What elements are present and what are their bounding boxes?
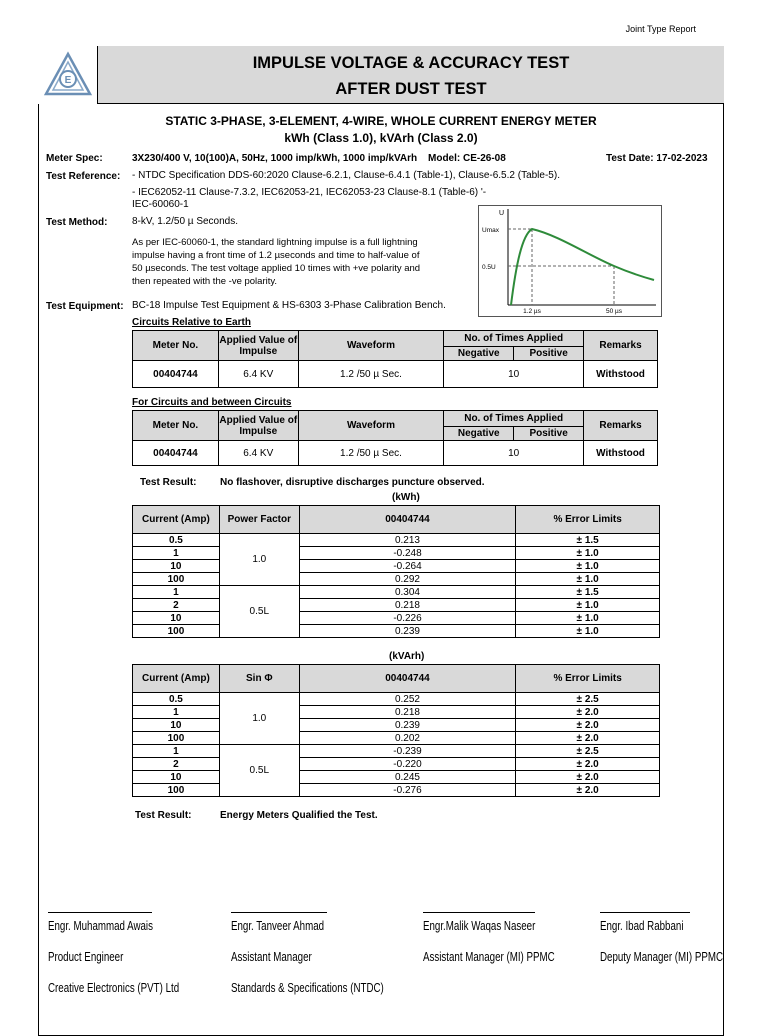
impulse-result-label: Test Result: bbox=[140, 477, 197, 488]
current-cell: 100 bbox=[133, 732, 220, 745]
impulse-between-table bbox=[132, 410, 658, 466]
meter-title-line2: kWh (Class 1.0), kVArh (Class 2.0) bbox=[284, 131, 478, 145]
sin-phi-cell: 1.0 bbox=[219, 693, 299, 745]
error-cell: 0.252 bbox=[299, 693, 516, 706]
meter-spec-value: 3X230/400 V, 10(100)A, 50Hz, 1000 imp/kWh, 1000 imp/kVArh bbox=[132, 153, 418, 164]
limit-cell: ± 1.0 bbox=[516, 612, 660, 625]
power-factor-cell: 1.0 bbox=[219, 534, 299, 586]
signature-line bbox=[600, 912, 690, 913]
limit-cell: ± 2.0 bbox=[516, 732, 660, 745]
times-applied-cell: 10 bbox=[444, 361, 584, 388]
current-cell: 1 bbox=[133, 586, 220, 599]
current-cell: 1 bbox=[133, 706, 220, 719]
current-cell: 10 bbox=[133, 560, 220, 573]
kwh-caption: (kWh) bbox=[392, 492, 420, 503]
final-result-label: Test Result: bbox=[135, 810, 192, 821]
limit-cell: ± 2.0 bbox=[516, 771, 660, 784]
current-cell: 10 bbox=[133, 771, 220, 784]
svg-text:E: E bbox=[64, 75, 72, 86]
limit-cell: ± 1.0 bbox=[516, 547, 660, 560]
test-reference-label: Test Reference: bbox=[46, 171, 121, 182]
limit-cell: ± 2.5 bbox=[516, 693, 660, 706]
waveform-umax-label: Umax bbox=[482, 227, 499, 234]
header-negative: Negative bbox=[444, 427, 514, 441]
test-reference-line3: IEC-60060-1 bbox=[132, 199, 189, 210]
header-meter-no: Meter No. bbox=[133, 411, 219, 441]
test-method-para4: then repeated with the -ve polarity. bbox=[132, 276, 278, 287]
test-equipment-label: Test Equipment: bbox=[46, 301, 124, 312]
error-cell: 0.245 bbox=[299, 771, 516, 784]
signatory-title: Deputy Manager (MI) PPMC bbox=[600, 950, 723, 964]
test-method-summary: 8-kV, 1.2/50 µ Seconds. bbox=[132, 216, 239, 227]
header-times-applied: No. of Times Applied bbox=[444, 331, 584, 347]
signatory-title: Assistant Manager bbox=[231, 950, 312, 964]
waveform-y-label: U bbox=[498, 210, 504, 217]
impulse-result-value: No flashover, disruptive discharges puncture observed. bbox=[220, 477, 485, 488]
signatory-title: Assistant Manager (MI) PPMC bbox=[423, 950, 555, 964]
error-cell: 0.218 bbox=[299, 706, 516, 719]
remarks-cell: Withstood bbox=[584, 361, 658, 388]
header-positive: Positive bbox=[514, 427, 584, 441]
impulse-waveform-chart bbox=[478, 205, 662, 317]
test-method-label: Test Method: bbox=[46, 217, 108, 228]
header-waveform: Waveform bbox=[298, 411, 444, 441]
header-applied-value: Applied Value of Impulse bbox=[218, 411, 298, 441]
header-error-limits: % Error Limits bbox=[516, 506, 660, 534]
limit-cell: ± 2.0 bbox=[516, 758, 660, 771]
limit-cell: ± 2.0 bbox=[516, 784, 660, 797]
limit-cell: ± 1.0 bbox=[516, 573, 660, 586]
header-waveform: Waveform bbox=[298, 331, 444, 361]
error-cell: -0.220 bbox=[299, 758, 516, 771]
impulse-earth-table bbox=[132, 330, 658, 388]
error-cell: -0.276 bbox=[299, 784, 516, 797]
current-cell: 100 bbox=[133, 625, 220, 638]
limit-cell: ± 1.0 bbox=[516, 625, 660, 638]
current-cell: 1 bbox=[133, 745, 220, 758]
error-cell: 0.202 bbox=[299, 732, 516, 745]
error-cell: 0.218 bbox=[299, 599, 516, 612]
signatory-org: Standards & Specifications (NTDC) bbox=[231, 981, 384, 995]
test-method-para1: As per IEC-60060-1, the standard lightning impulse is a full lightning bbox=[132, 237, 418, 248]
waveform-cell: 1.2 /50 µ Sec. bbox=[298, 441, 444, 466]
report-type-label: Joint Type Report bbox=[625, 24, 696, 34]
current-cell: 100 bbox=[133, 573, 220, 586]
signatory-name: Engr. Tanveer Ahmad bbox=[231, 919, 325, 933]
header-current: Current (Amp) bbox=[133, 665, 220, 693]
current-cell: 0.5 bbox=[133, 534, 220, 547]
report-title-line1: IMPULSE VOLTAGE & ACCURACY TEST bbox=[252, 54, 570, 72]
kvarh-error-table bbox=[132, 664, 660, 797]
test-method-para2: impulse having a front time of 1.2 µseconds and time to half-value of bbox=[132, 250, 420, 261]
limit-cell: ± 2.0 bbox=[516, 719, 660, 732]
error-cell: -0.264 bbox=[299, 560, 516, 573]
current-cell: 100 bbox=[133, 784, 220, 797]
header-current: Current (Amp) bbox=[133, 506, 220, 534]
final-result-value: Energy Meters Qualified the Test. bbox=[220, 810, 378, 821]
test-reference-line2: - IEC62052-11 Clause-7.3.2, IEC62053-21, IEC62053-23 Clause-8.1 (Table-6) '- bbox=[132, 187, 487, 198]
limit-cell: ± 1.0 bbox=[516, 560, 660, 573]
sin-phi-cell: 0.5L bbox=[219, 745, 299, 797]
power-factor-cell: 0.5L bbox=[219, 586, 299, 638]
signatory-title: Product Engineer bbox=[48, 950, 124, 964]
waveform-t1-label: 1.2 µs bbox=[523, 308, 541, 315]
error-cell: 0.292 bbox=[299, 573, 516, 586]
kwh-error-table bbox=[132, 505, 660, 638]
meter-model: Model: CE-26-08 bbox=[428, 153, 506, 164]
meter-no-cell: 00404744 bbox=[133, 441, 219, 466]
current-cell: 10 bbox=[133, 719, 220, 732]
impulse-between-caption: For Circuits and between Circuits bbox=[132, 397, 292, 408]
header-times-applied: No. of Times Applied bbox=[444, 411, 584, 427]
applied-value-cell: 6.4 KV bbox=[218, 441, 298, 466]
signature-line bbox=[423, 912, 535, 913]
meter-spec-label: Meter Spec: bbox=[46, 153, 103, 164]
company-logo-icon bbox=[38, 46, 98, 104]
limit-cell: ± 1.5 bbox=[516, 586, 660, 599]
test-reference-line1: - NTDC Specification DDS-60:2020 Clause-6.2.1, Clause-6.4.1 (Table-1), Clause-6.5.2 (Table-5). bbox=[132, 170, 560, 181]
kvarh-caption: (kVArh) bbox=[389, 651, 425, 662]
header-error-limits: % Error Limits bbox=[516, 665, 660, 693]
limit-cell: ± 2.5 bbox=[516, 745, 660, 758]
error-cell: 0.239 bbox=[299, 625, 516, 638]
waveform-cell: 1.2 /50 µ Sec. bbox=[298, 361, 444, 388]
error-cell: -0.248 bbox=[299, 547, 516, 560]
signatory-org: Creative Electronics (PVT) Ltd bbox=[48, 981, 180, 995]
error-cell: -0.226 bbox=[299, 612, 516, 625]
header-remarks: Remarks bbox=[584, 331, 658, 361]
header-positive: Positive bbox=[514, 347, 584, 361]
waveform-half-label: 0.5U bbox=[482, 264, 496, 271]
waveform-t2-label: 50 µs bbox=[605, 308, 623, 315]
current-cell: 0.5 bbox=[133, 693, 220, 706]
meter-title-line1: STATIC 3-PHASE, 3-ELEMENT, 4-WIRE, WHOLE CURRENT ENERGY METER bbox=[165, 114, 597, 128]
header-meter-no: 00404744 bbox=[299, 506, 516, 534]
impulse-earth-caption: Circuits Relative to Earth bbox=[132, 317, 251, 328]
limit-cell: ± 1.5 bbox=[516, 534, 660, 547]
limit-cell: ± 2.0 bbox=[516, 706, 660, 719]
header-applied-value: Applied Value of Impulse bbox=[218, 331, 298, 361]
error-cell: 0.304 bbox=[299, 586, 516, 599]
report-title-line2: AFTER DUST TEST bbox=[335, 80, 487, 98]
meter-no-cell: 00404744 bbox=[133, 361, 219, 388]
signatory-name: Engr.Malik Waqas Naseer bbox=[423, 919, 536, 933]
current-cell: 10 bbox=[133, 612, 220, 625]
current-cell: 2 bbox=[133, 758, 220, 771]
header-remarks: Remarks bbox=[584, 411, 658, 441]
applied-value-cell: 6.4 KV bbox=[218, 361, 298, 388]
current-cell: 1 bbox=[133, 547, 220, 560]
signature-line bbox=[48, 912, 152, 913]
signature-line bbox=[231, 912, 327, 913]
error-cell: 0.239 bbox=[299, 719, 516, 732]
header-sin-phi: Sin Φ bbox=[219, 665, 299, 693]
error-cell: 0.213 bbox=[299, 534, 516, 547]
header-negative: Negative bbox=[444, 347, 514, 361]
signatory-name: Engr. Ibad Rabbani bbox=[600, 919, 684, 933]
logo-box bbox=[38, 46, 98, 104]
test-equipment-value: BC-18 Impulse Test Equipment & HS-6303 3-Phase Calibration Bench. bbox=[132, 300, 446, 311]
header-meter-no: Meter No. bbox=[133, 331, 219, 361]
remarks-cell: Withstood bbox=[584, 441, 658, 466]
error-cell: -0.239 bbox=[299, 745, 516, 758]
times-applied-cell: 10 bbox=[444, 441, 584, 466]
limit-cell: ± 1.0 bbox=[516, 599, 660, 612]
current-cell: 2 bbox=[133, 599, 220, 612]
header-power-factor: Power Factor bbox=[219, 506, 299, 534]
signatory-name: Engr. Muhammad Awais bbox=[48, 919, 153, 933]
test-method-para3: 50 µseconds. The test voltage applied 10 times with +ve polarity and bbox=[132, 263, 421, 274]
header-meter-no: 00404744 bbox=[299, 665, 516, 693]
test-date: Test Date: 17-02-2023 bbox=[606, 153, 708, 164]
